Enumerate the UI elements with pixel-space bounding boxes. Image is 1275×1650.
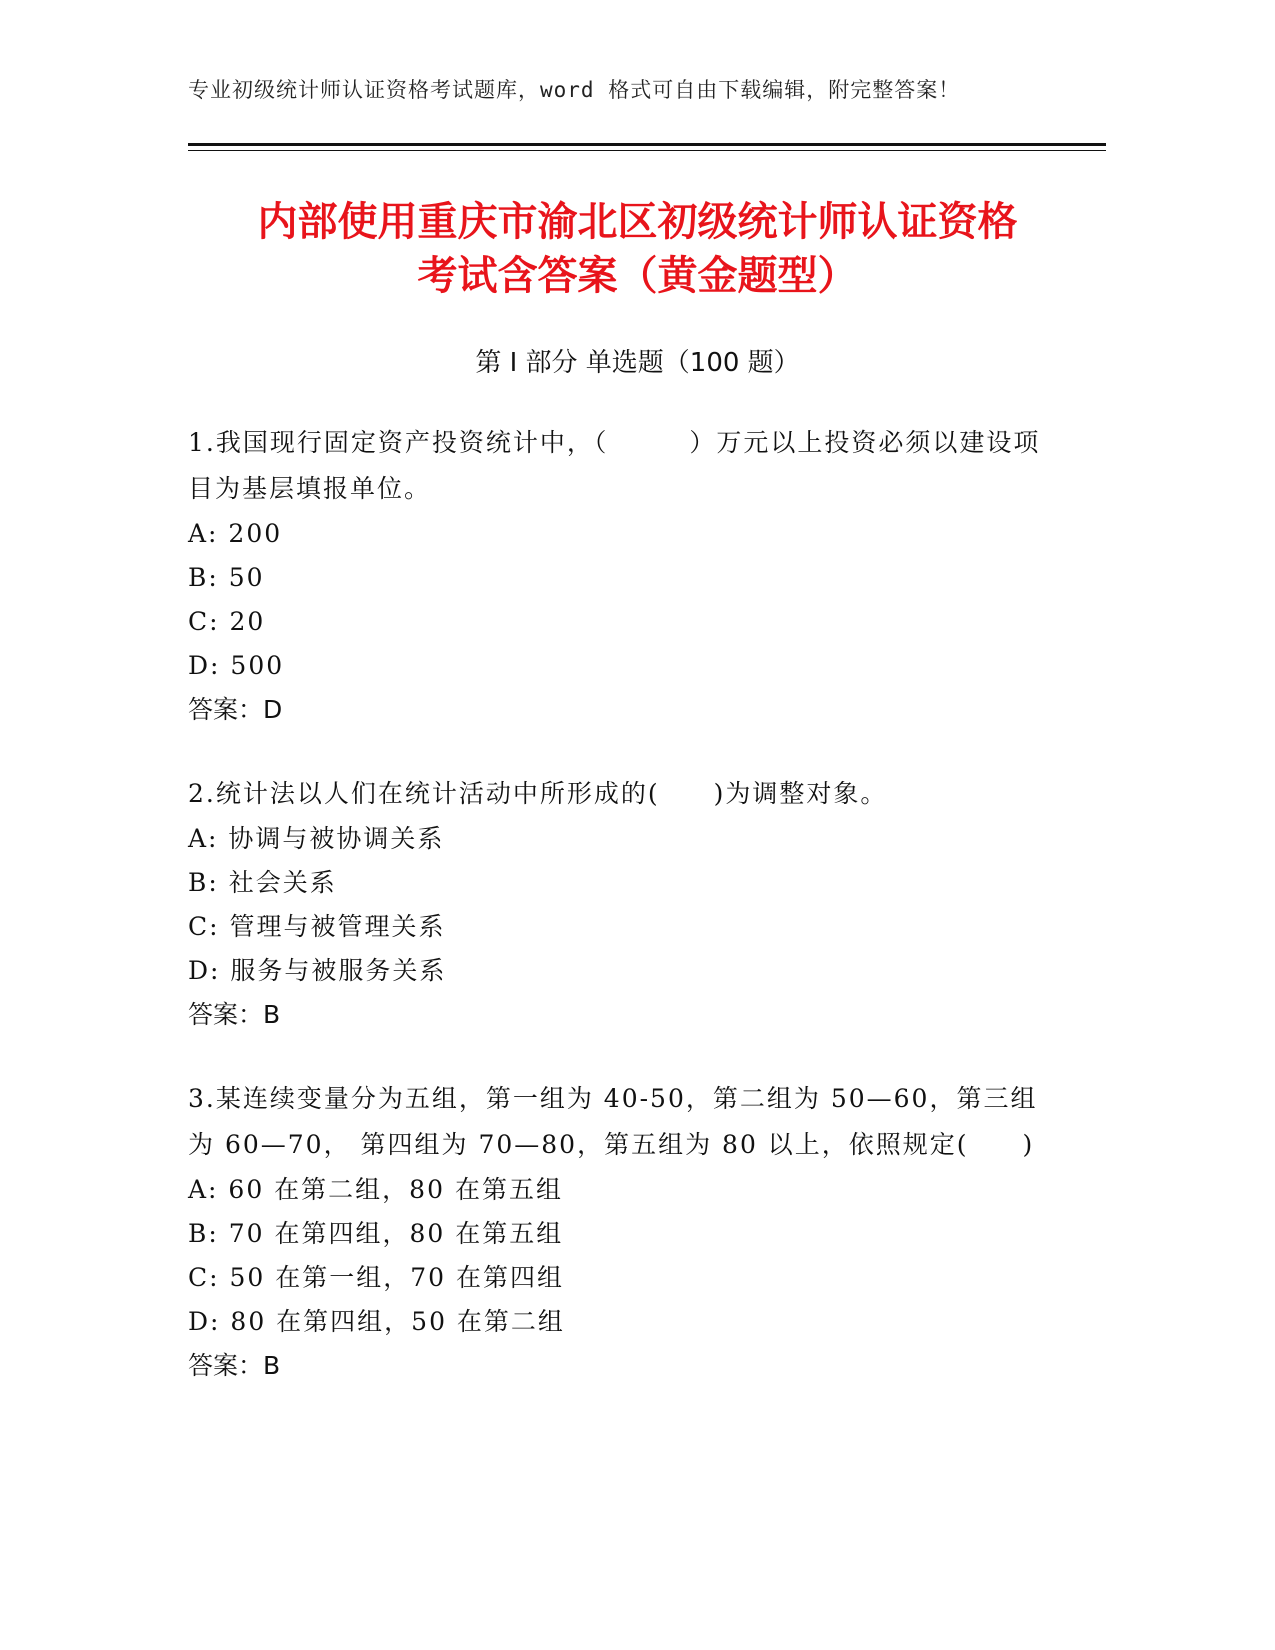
- answer-label: 答案：B: [188, 1000, 281, 1029]
- header-divider-thick: [188, 143, 1106, 146]
- answer-label: 答案：B: [188, 1351, 281, 1380]
- option-c: C: 管理与被管理关系: [188, 912, 446, 941]
- header-divider-thin: [188, 150, 1106, 151]
- option-d: D: 服务与被服务关系: [188, 956, 447, 985]
- option-b: B: 社会关系: [188, 868, 337, 897]
- title-line-2: 考试含答案（黄金题型）: [417, 253, 858, 299]
- option-c: C: 50 在第一组，70 在第四组: [188, 1263, 565, 1292]
- answer-label: 答案：D: [188, 695, 283, 724]
- section-heading: 第 I 部分 单选题（100 题）: [475, 348, 800, 378]
- option-d: D: 500: [188, 651, 285, 680]
- title-line-1: 内部使用重庆市渝北区初级统计师认证资格: [257, 199, 1018, 245]
- option-b: B: 70 在第四组，80 在第五组: [188, 1219, 564, 1248]
- option-c: C: 20: [188, 607, 266, 636]
- option-b: B: 50: [188, 563, 265, 592]
- header-note: 专业初级统计师认证资格考试题库，word 格式可自由下载编辑，附完整答案！: [188, 78, 961, 102]
- question-text: 3.某连续变量分为五组，第一组为 40-50，第二组为 50—60，第三组为 60—70， 第四组为 70—80，第五组为 80 以上，依照规定( ): [188, 1084, 1038, 1159]
- option-a: A: 200: [188, 519, 283, 548]
- question-text: 1.我国现行固定资产投资统计中，（ ）万元以上投资必须以建设项目为基层填报单位。: [188, 428, 1041, 503]
- question-3: [188, 1076, 1058, 1388]
- question-text: 2.统计法以人们在统计活动中所形成的( )为调整对象。: [188, 779, 888, 808]
- document-title: [120, 195, 1155, 303]
- question-2: [188, 771, 1058, 1037]
- option-a: A: 协调与被协调关系: [188, 824, 445, 853]
- option-a: A: 60 在第二组，80 在第五组: [188, 1175, 563, 1204]
- question-1: [188, 420, 1058, 732]
- option-d: D: 80 在第四组，50 在第二组: [188, 1307, 565, 1336]
